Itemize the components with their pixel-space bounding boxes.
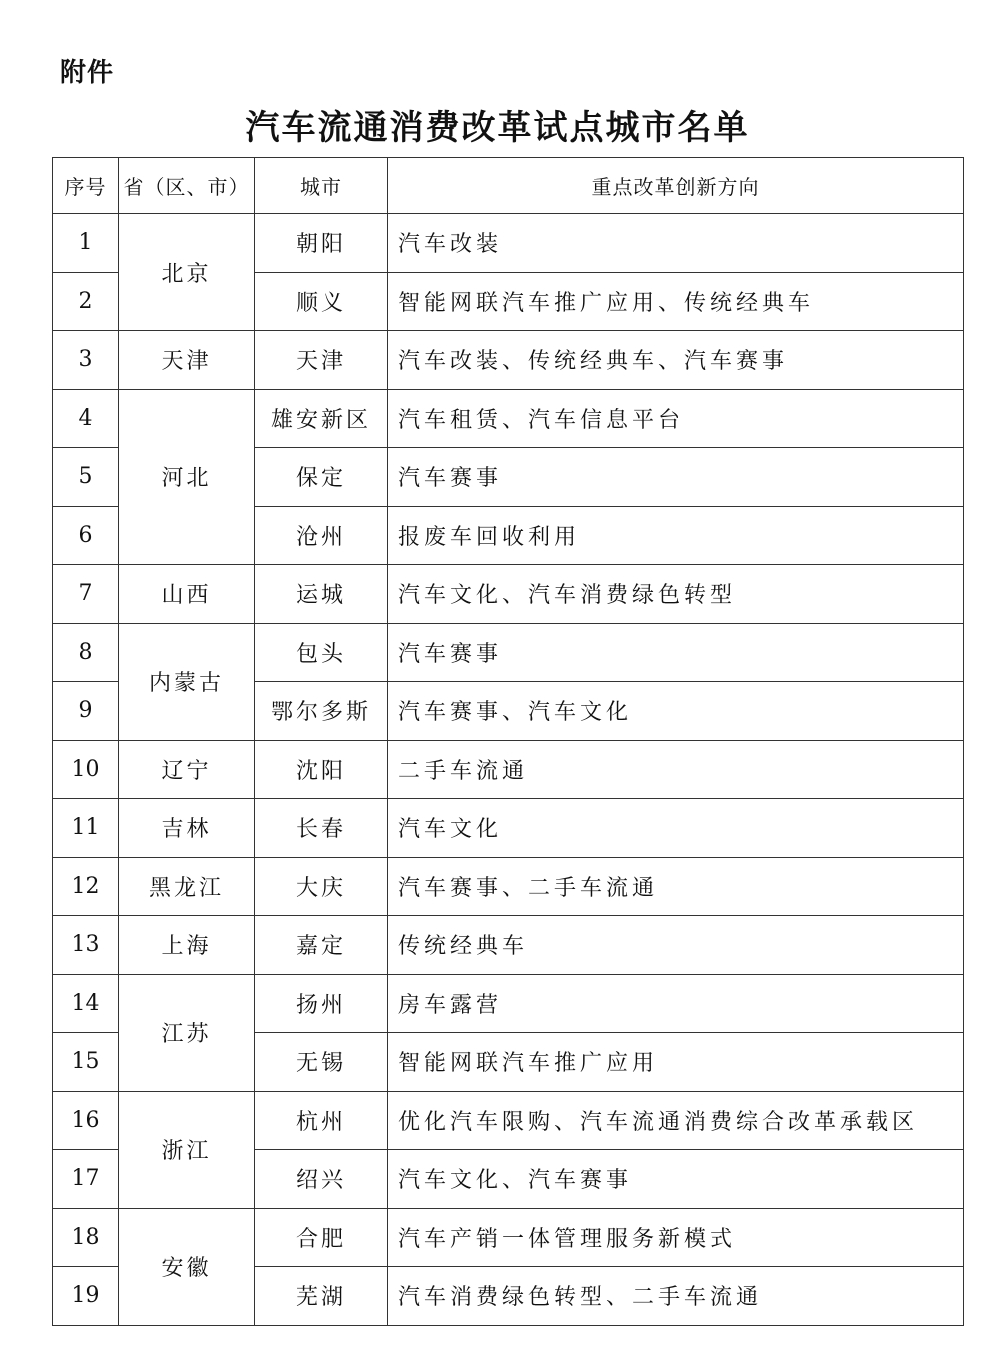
- header-city: 城市: [255, 158, 388, 214]
- cell-direction: 汽车文化、汽车消费绿色转型: [388, 565, 964, 624]
- cell-city: 朝阳: [255, 214, 388, 273]
- cell-direction: 汽车租赁、汽车信息平台: [388, 389, 964, 448]
- cell-city: 沧州: [255, 506, 388, 565]
- cell-city: 杭州: [255, 1091, 388, 1150]
- cell-num: 17: [53, 1150, 119, 1209]
- cell-num: 9: [53, 682, 119, 741]
- table-row: [53, 916, 964, 975]
- cell-num: 6: [53, 506, 119, 565]
- cell-direction: 汽车消费绿色转型、二手车流通: [388, 1267, 964, 1326]
- cell-city: 包头: [255, 623, 388, 682]
- cell-direction: 智能网联汽车推广应用: [388, 1033, 964, 1092]
- cell-direction: 优化汽车限购、汽车流通消费综合改革承载区: [388, 1091, 964, 1150]
- cell-province: 山西: [119, 565, 255, 624]
- cell-direction: 汽车赛事: [388, 448, 964, 507]
- cell-direction: 二手车流通: [388, 740, 964, 799]
- cell-direction: 报废车回收利用: [388, 506, 964, 565]
- cell-city: 沈阳: [255, 740, 388, 799]
- attachment-label: 附件: [60, 58, 115, 88]
- cell-city: 长春: [255, 799, 388, 858]
- cell-direction: 汽车改装、传统经典车、汽车赛事: [388, 331, 964, 390]
- cell-direction: 汽车产销一体管理服务新模式: [388, 1208, 964, 1267]
- cell-city: 雄安新区: [255, 389, 388, 448]
- cell-direction: 汽车赛事: [388, 623, 964, 682]
- table-row: [53, 623, 964, 682]
- cell-province: 上海: [119, 916, 255, 975]
- cell-num: 10: [53, 740, 119, 799]
- cell-province: 江苏: [119, 974, 255, 1091]
- cell-city: 无锡: [255, 1033, 388, 1092]
- table-body: [53, 214, 964, 1326]
- cell-direction: 汽车赛事、二手车流通: [388, 857, 964, 916]
- cell-province: 吉林: [119, 799, 255, 858]
- cell-direction: 汽车文化: [388, 799, 964, 858]
- cell-province: 辽宁: [119, 740, 255, 799]
- cell-num: 13: [53, 916, 119, 975]
- cell-direction: 传统经典车: [388, 916, 964, 975]
- cell-province: 天津: [119, 331, 255, 390]
- cell-city: 保定: [255, 448, 388, 507]
- cell-city: 运城: [255, 565, 388, 624]
- header-province: 省（区、市）: [119, 158, 255, 214]
- cell-city: 天津: [255, 331, 388, 390]
- table-row: [53, 389, 964, 448]
- header-num: 序号: [53, 158, 119, 214]
- cell-city: 合肥: [255, 1208, 388, 1267]
- cell-city: 大庆: [255, 857, 388, 916]
- pilot-cities-table: [52, 157, 964, 1326]
- table-header-row: [53, 158, 964, 214]
- cell-direction: 智能网联汽车推广应用、传统经典车: [388, 272, 964, 331]
- cell-num: 16: [53, 1091, 119, 1150]
- cell-num: 1: [53, 214, 119, 273]
- cell-num: 7: [53, 565, 119, 624]
- cell-province: 北京: [119, 214, 255, 331]
- cell-num: 4: [53, 389, 119, 448]
- cell-direction: 汽车改装: [388, 214, 964, 273]
- cell-province: 黑龙江: [119, 857, 255, 916]
- table-row: [53, 565, 964, 624]
- table-row: [53, 1208, 964, 1267]
- cell-num: 12: [53, 857, 119, 916]
- cell-num: 15: [53, 1033, 119, 1092]
- cell-num: 8: [53, 623, 119, 682]
- cell-num: 14: [53, 974, 119, 1033]
- table-row: [53, 740, 964, 799]
- table-row: [53, 214, 964, 273]
- cell-num: 18: [53, 1208, 119, 1267]
- cell-city: 鄂尔多斯: [255, 682, 388, 741]
- cell-city: 扬州: [255, 974, 388, 1033]
- cell-num: 11: [53, 799, 119, 858]
- cell-province: 河北: [119, 389, 255, 565]
- cell-direction: 汽车赛事、汽车文化: [388, 682, 964, 741]
- header-direction: 重点改革创新方向: [388, 158, 964, 214]
- cell-num: 19: [53, 1267, 119, 1326]
- table-row: [53, 799, 964, 858]
- cell-num: 3: [53, 331, 119, 390]
- cell-city: 绍兴: [255, 1150, 388, 1209]
- cell-city: 芜湖: [255, 1267, 388, 1326]
- cell-city: 顺义: [255, 272, 388, 331]
- cell-province: 安徽: [119, 1208, 255, 1325]
- cell-city: 嘉定: [255, 916, 388, 975]
- table-row: [53, 974, 964, 1033]
- cell-num: 2: [53, 272, 119, 331]
- cell-direction: 房车露营: [388, 974, 964, 1033]
- table-row: [53, 857, 964, 916]
- cell-province: 内蒙古: [119, 623, 255, 740]
- table-row: [53, 331, 964, 390]
- cell-province: 浙江: [119, 1091, 255, 1208]
- document-title: 汽车流通消费改革试点城市名单: [245, 108, 750, 148]
- cell-num: 5: [53, 448, 119, 507]
- cell-direction: 汽车文化、汽车赛事: [388, 1150, 964, 1209]
- table-row: [53, 1091, 964, 1150]
